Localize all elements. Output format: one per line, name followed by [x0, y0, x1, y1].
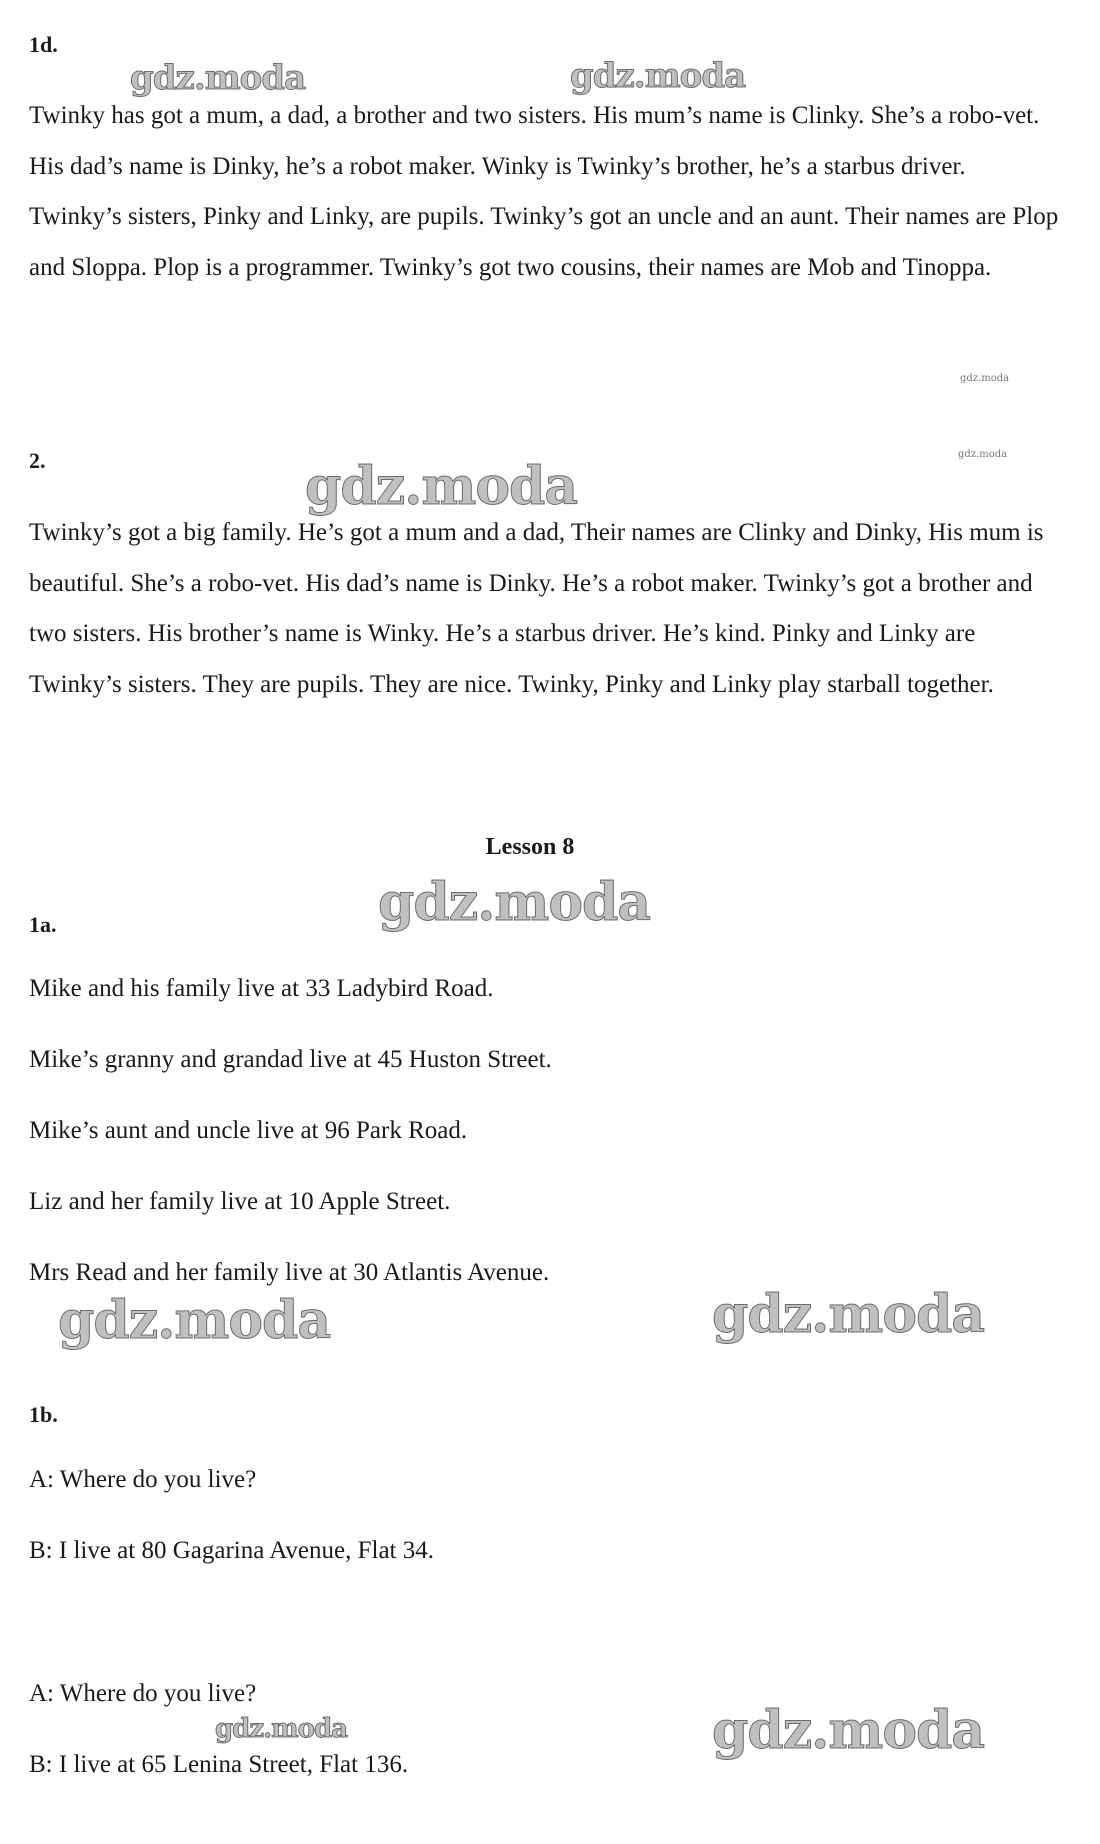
dialogue-line: B: I live at 65 Lenina Street, Flat 136. [29, 1751, 409, 1778]
watermark-tiny: gdz.moda [958, 449, 1008, 460]
watermark-tiny: gdz.moda [960, 373, 1010, 384]
section-heading-2: 2. [29, 448, 46, 473]
watermark-logo: gdz.moda [378, 872, 651, 933]
watermark-logo: gdz.moda [712, 1700, 985, 1761]
dialogue-line: B: I live at 80 Gagarina Avenue, Flat 34. [29, 1537, 434, 1564]
lesson-title: Lesson 8 [485, 834, 575, 860]
watermark-logo: gdz.moda [305, 456, 578, 517]
section-heading-1a: 1a. [29, 912, 57, 937]
address-line: Liz and her family live at 10 Apple Street. [29, 1188, 451, 1215]
watermark-logo: gdz.moda [130, 58, 306, 98]
dialogue-line: A: Where do you live? [29, 1466, 257, 1493]
paragraph-1d: Twinky has got a mum, a dad, a brother and two sisters. His mum’s name is Clinky. She’s a robo-vet. His dad’s name is Dinky, he’s a robot maker. Winky is Twinky’s brother, he’s a starbus driver. Twinky’s sisters, Pinky and Linky, are pupils. Twinky’s got an uncle and an aunt. Their names are Plop and Sloppa. Plop is a programmer. Twinky’s got two cousins, their names are Mob and Tinoppa. [29, 102, 1059, 281]
watermark-logo: gdz.moda [570, 56, 746, 96]
watermark-logo: gdz.moda [58, 1290, 331, 1351]
dialogue-line: A: Where do you live? [29, 1680, 257, 1707]
address-line: Mike’s granny and grandad live at 45 Huston Street. [29, 1046, 552, 1073]
address-line: Mike’s aunt and uncle live at 96 Park Road. [29, 1117, 468, 1144]
watermark-logo: gdz.moda [215, 1714, 348, 1744]
section-heading-1b: 1b. [29, 1402, 58, 1427]
paragraph-2: Twinky’s got a big family. He’s got a mum and a dad, Their names are Clinky and Dinky, His mum is beautiful. She’s a robo-vet. His dad’s name is Dinky. He’s a robot maker. Twinky’s got a brother and two sisters. His brother’s name is Winky. He’s a starbus driver. He’s kind. Pinky and Linky are Twinky’s sisters. They are pupils. They are nice. Twinky, Pinky and Linky play starball together. [29, 519, 1044, 698]
address-line: Mike and his family live at 33 Ladybird Road. [29, 975, 494, 1002]
watermark-logo: gdz.moda [712, 1284, 985, 1345]
address-line: Mrs Read and her family live at 30 Atlantis Avenue. [29, 1259, 550, 1286]
section-heading-1d: 1d. [29, 32, 58, 57]
